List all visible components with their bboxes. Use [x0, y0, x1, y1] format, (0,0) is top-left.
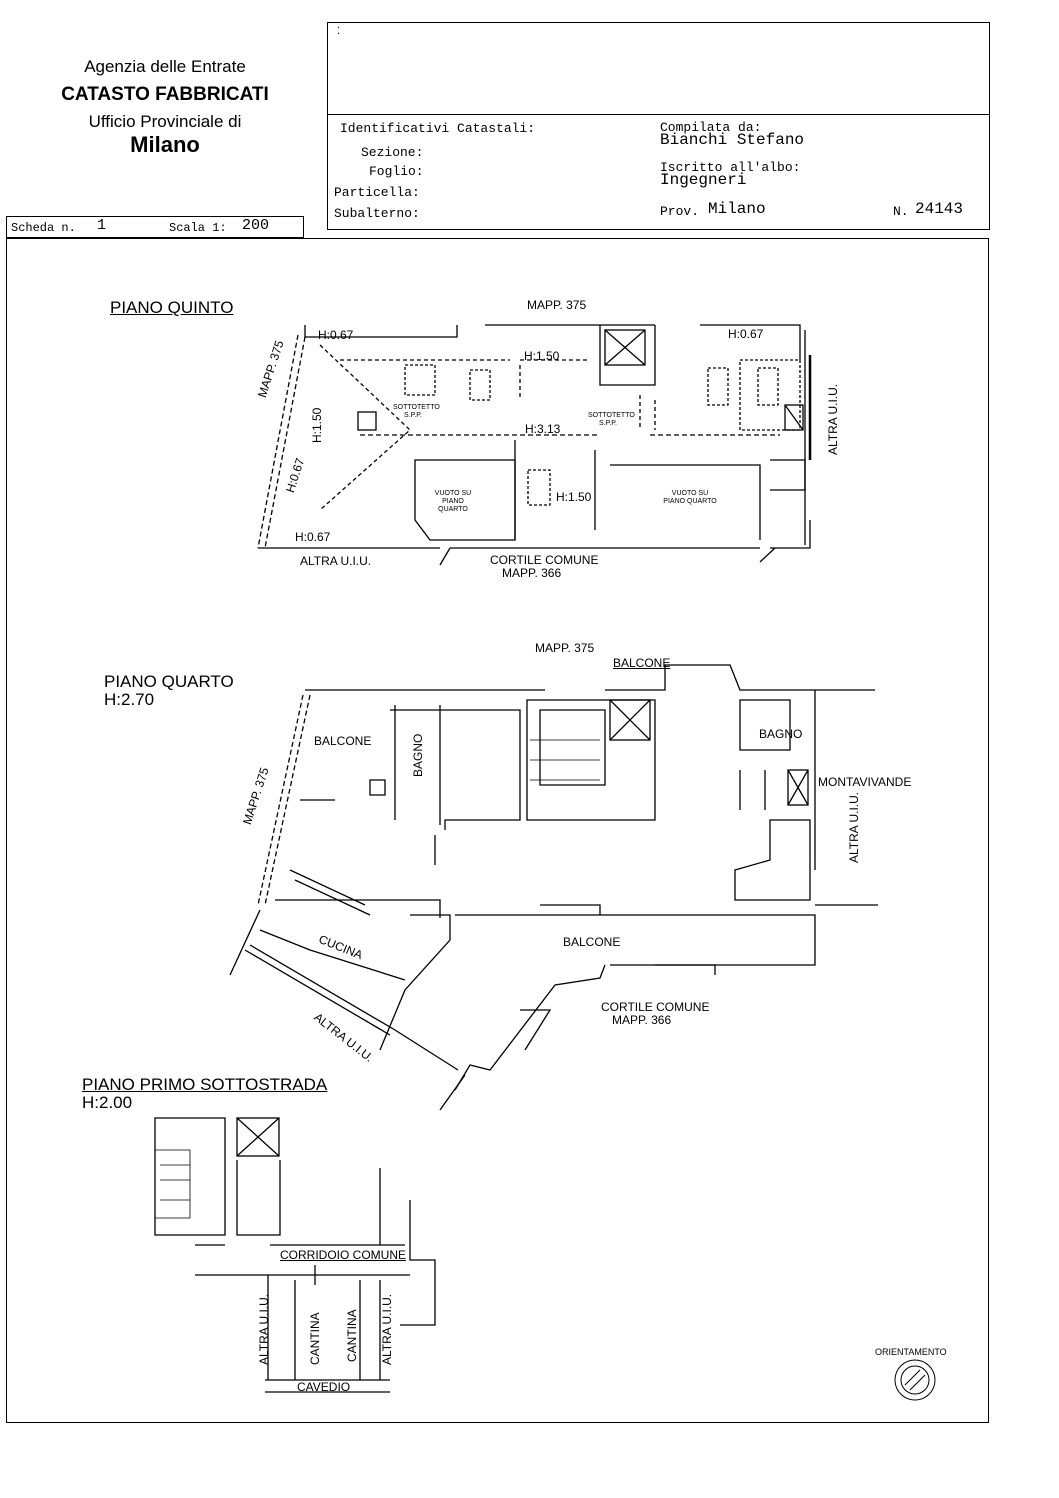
pq5-h150-c: H:1.50 [556, 490, 592, 504]
pq4-montavivande: MONTAVIVANDE [818, 775, 912, 789]
pq4-altra-bottom: ALTRA U.I.U. [311, 1010, 377, 1065]
pq5-sottotetto-2: SOTTOTETTO S.P.P. [588, 412, 635, 427]
num-value: 24143 [915, 200, 964, 218]
piano-sottostrada-title: PIANO PRIMO SOTTOSTRADA [82, 1075, 328, 1094]
pq5-altra-right: ALTRA U.I.U. [826, 383, 840, 455]
pq4-mapp-bottom: MAPP. 366 [612, 1013, 672, 1027]
prov-label: Prov. [660, 204, 700, 219]
pq5-h067-d: H:0.67 [283, 456, 308, 495]
pq5-vuoto-2: VUOTO SU PIANO QUARTO [663, 490, 717, 505]
city-name: Milano [130, 132, 200, 157]
particella-label: Particella: [334, 185, 420, 200]
piano-sottostrada-height: H:2.00 [82, 1093, 133, 1112]
pq5-h313: H:3.13 [525, 422, 561, 436]
compilata-label: Compilata da: [660, 120, 762, 135]
pq4-mapp-left: MAPP. 375 [240, 765, 272, 827]
pq4-bagno-right: BAGNO [759, 727, 803, 741]
scheda-label: Scheda n. [11, 221, 76, 235]
pq5-cortile: CORTILE COMUNE [490, 553, 599, 567]
pq4-balcone-left: BALCONE [314, 734, 372, 748]
ufficio-label: Ufficio Provinciale di [88, 112, 242, 131]
pq4-bagno-left: BAGNO [411, 733, 425, 777]
pq4-balcone-top: BALCONE [613, 656, 671, 670]
piano-quinto-title: PIANO QUINTO [110, 298, 234, 317]
num-label: N. [893, 204, 909, 219]
piano-quarto-title: PIANO QUARTO [104, 672, 234, 691]
compass-icon [895, 1360, 935, 1400]
pss-cantina-2: CANTINA [345, 1309, 359, 1362]
pq5-mapp-bottom: MAPP. 366 [502, 566, 562, 580]
pq5-mapp-left: MAPP. 375 [255, 338, 287, 400]
catasto-title: CATASTO FABBRICATI [61, 84, 269, 105]
pq5-vuoto-1: VUOTO SU PIANO QUARTO [434, 490, 472, 513]
piano-quarto-height: H:2.70 [104, 690, 155, 709]
pss-altra-2: ALTRA U.I.U. [380, 1293, 394, 1365]
pss-altra-1: ALTRA U.I.U. [257, 1293, 271, 1365]
foglio-label: Foglio: [369, 164, 424, 179]
pq4-mapp-top: MAPP. 375 [535, 641, 595, 655]
pq5-mapp-top: MAPP. 375 [527, 298, 587, 312]
pq5-h150-b: H:1.50 [310, 407, 324, 443]
pss-corridoio: CORRIDOIO COMUNE [280, 1248, 406, 1262]
pq5-h067-c: H:0.67 [295, 530, 331, 544]
pq5-sottotetto-1: SOTTOTETTO S.P.P. [393, 404, 440, 419]
scala-label: Scala 1: [169, 221, 227, 235]
prov-value: Milano [708, 200, 766, 218]
pq5-altra-bottom: ALTRA U.I.U. [300, 554, 372, 568]
sezione-label: Sezione: [361, 145, 424, 160]
pq5-h067-a: H:0.67 [318, 328, 354, 342]
pss-cantina-1: CANTINA [308, 1312, 322, 1365]
pq5-h150-a: H:1.50 [524, 349, 560, 363]
pq5-h067-b: H:0.67 [728, 327, 764, 341]
orientamento-label: ORIENTAMENTO [875, 1347, 947, 1357]
scheda-value: 1 [97, 217, 107, 234]
scala-value: 200 [242, 217, 270, 234]
subalterno-label: Subalterno: [334, 206, 420, 221]
iscritto-label: Iscritto all'albo: [660, 160, 801, 175]
compilata-value: Bianchi Stefano [660, 131, 805, 149]
pq4-altra-right: ALTRA U.I.U. [847, 791, 861, 863]
pq4-cucina: CUCINA [316, 932, 365, 963]
agency-name: Agenzia delle Entrate [84, 57, 246, 76]
iscritto-value: Ingegneri [660, 171, 747, 189]
pss-cavedio: CAVEDIO [297, 1380, 351, 1394]
identificativi-label: Identificativi Catastali: [340, 121, 536, 136]
pq4-balcone-bottom: BALCONE [563, 935, 621, 949]
pq4-cortile: CORTILE COMUNE [601, 1000, 710, 1014]
